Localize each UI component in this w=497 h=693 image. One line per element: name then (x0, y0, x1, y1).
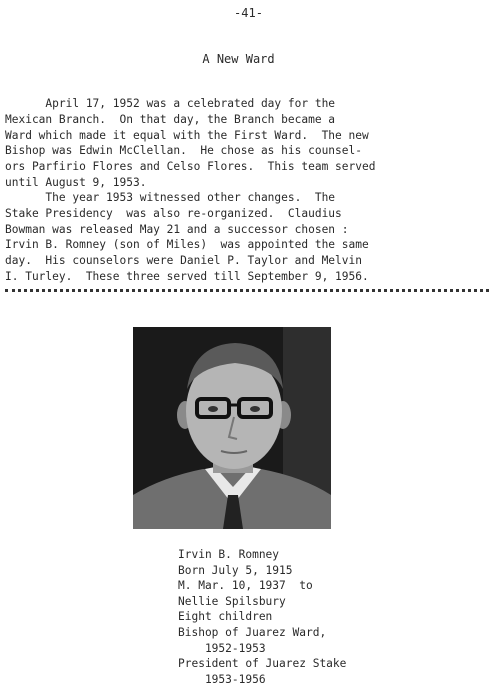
caption-line: Eight children (178, 610, 273, 624)
section-title: A New Ward (202, 52, 275, 66)
caption-line: Bishop of Juarez Ward, (178, 625, 327, 639)
caption-line: M. Mar. 10, 1937 to (178, 579, 313, 593)
text-line: Bishop was Edwin McClellan. He chose as his counsel- (5, 144, 362, 158)
text-line: Ward which made it equal with the First Ward. The new (5, 128, 369, 142)
caption-line: 1952-1953 (178, 641, 266, 655)
page-number: -41- (234, 6, 263, 20)
text-line: Irvin B. Romney (son of Miles) was appointed the same (5, 238, 369, 252)
caption-line: President of Juarez Stake (178, 657, 347, 671)
caption-line: Born July 5, 1915 (178, 563, 293, 577)
text-line: until August 9, 1953. (5, 175, 147, 189)
text-line: ors Parfirio Flores and Celso Flores. This team served (5, 160, 376, 174)
text-line: day. His counselors were Daniel P. Taylor and Melvin (5, 254, 362, 268)
portrait-photo (133, 327, 331, 529)
text-line: Bowman was released May 21 and a successor chosen : (5, 222, 349, 236)
text-line: Stake Presidency was also re-organized. Claudius (5, 206, 342, 220)
text-line: April 17, 1952 was a celebrated day for the (5, 97, 336, 110)
paragraph-stake-presidency (5, 190, 493, 285)
caption-line: Nellie Spilsbury (178, 594, 286, 608)
caption-line: 1953-1956 (178, 672, 266, 686)
text-line: The year 1953 witnessed other changes. The (5, 191, 336, 204)
text-line: Mexican Branch. On that day, the Branch became a (5, 112, 336, 126)
text-line: I. Turley. These three served till September 9, 1956. (5, 269, 369, 283)
photo-caption (178, 547, 346, 687)
dotted-divider (5, 289, 489, 292)
caption-line: Irvin B. Romney (178, 548, 280, 561)
paragraph-new-ward (5, 96, 493, 191)
